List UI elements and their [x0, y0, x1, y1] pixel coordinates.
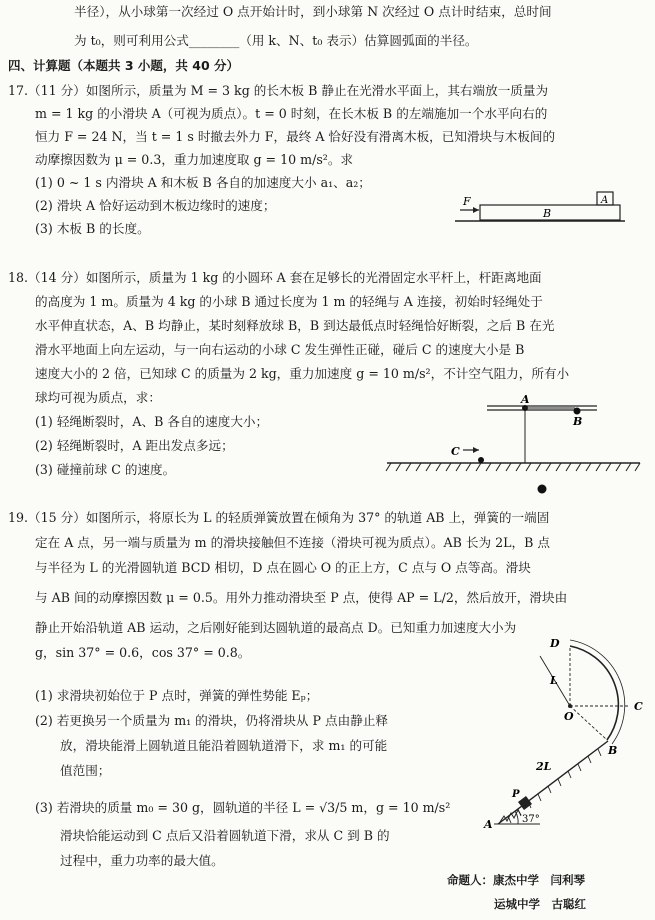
q17-subq-3: (3) 木板 B 的长度。 [35, 221, 150, 236]
q17-figure [455, 185, 630, 225]
q18-subq-1: (1) 轻绳断裂时，A、B 各自的速度大小； [35, 414, 269, 429]
ink-spot [538, 485, 547, 494]
q17-subq-1: (1) 0 ~ 1 s 内滑块 A 和木板 B 各自的加速度大小 a₁、a₂； [35, 175, 371, 190]
q18-line: 18.（14 分）如图所示，质量为 1 kg 的小圆环 A 套在足够长的光滑固定水平杆上，杆距离地面 [8, 270, 542, 285]
label-b: B [608, 744, 618, 757]
ground-hatch [386, 463, 640, 471]
ring-label: A [521, 393, 530, 406]
q17-line: 动摩擦因数为 μ = 0.3，重力加速度取 g = 10 m/s²。求 [35, 152, 354, 167]
q19-line: 与半径为 L 的光滑圆轨道 BCD 相切，D 点在圆心 O 的正上方，C 点与 O 点等高。滑块 [35, 560, 531, 575]
ramp-hatch [508, 749, 601, 823]
q19-line: 与 AB 间的动摩擦因数 μ = 0.5。用外力推动滑块至 P 点，使得 AP = L/2，然后放开，滑块由 [35, 590, 568, 605]
q19-subq-1: (1) 求滑块初始位于 P 点时，弹簧的弹性势能 Eₚ； [35, 688, 319, 703]
velocity-arrowhead [473, 447, 479, 453]
force-arrowhead [473, 207, 479, 213]
label-c: C [634, 700, 643, 713]
q18-line: 球均可视为质点，求： [35, 390, 161, 405]
ball-c [478, 457, 484, 463]
intro-line-2: 为 t₀，则可利用公式________（用 k、N、t₀ 表示）估算圆弧面的半径。 [74, 33, 478, 48]
label-d: D [550, 637, 560, 650]
q18-subq-2: (2) 轻绳断裂时，A 距出发点多远； [35, 438, 234, 453]
circular-track [570, 646, 618, 740]
q19-line: 19.（15 分）如图所示，将原长为 L 的轻质弹簧放置在倾角为 37° 的轨道 AB 上，弹簧的一端固 [8, 510, 550, 525]
q17-line: 17.（11 分）如图所示，质量为 M = 3 kg 的长木板 B 静止在光滑水平面上，其右端放一质量为 [8, 83, 549, 98]
force-label: F [463, 195, 471, 208]
q19-line: g，sin 37° = 0.6，cos 37° = 0.8。 [35, 645, 251, 660]
q18-line: 的高度为 1 m。质量为 4 kg 的小球 B 通过长度为 1 m 的轻绳与 A 连接，初始时轻绳处于 [35, 294, 543, 309]
label-o: O [564, 710, 574, 723]
q19-line: 定在 A 点，另一端与质量为 m 的滑块接触但不连接（滑块可视为质点）。AB 长为 2L，B 点 [35, 535, 550, 550]
q19-subq-2-cont: 放，滑块能滑上圆轨道且能沿着圆轨道滑下，求 m₁ 的可能 [60, 738, 388, 753]
q19-figure [480, 636, 650, 842]
block-label: A [601, 195, 609, 206]
q19-line: 静止开始沿轨道 AB 运动，之后刚好能到达圆轨道的最高点 D。已知重力加速度大小为 [35, 620, 517, 635]
author-line-2: 运城中学 古聪红 [494, 897, 586, 911]
q19-subq-2: (2) 若更换另一个质量为 m₁ 的滑块，仍将滑块从 P 点由静止释 [35, 713, 388, 728]
q18-subq-3: (3) 碰撞前球 C 的速度。 [35, 462, 176, 477]
label-l: L [550, 674, 558, 687]
label-2l: 2L [536, 760, 552, 773]
label-angle: 37° [522, 814, 540, 825]
q18-line: 水平伸直状态，A、B 均静止，某时刻释放球 B，B 到达最低点时轻绳恰好断裂，之后 B 在光 [35, 318, 555, 333]
q18-line: 滑水平地面上向左运动，与一向右运动的小球 C 发生弹性正碰，碰后 C 的速度大小是 B [35, 342, 525, 357]
q19-subq-3-cont: 滑块恰能运动到 C 点后又沿着圆轨道下滑，求从 C 到 B 的 [60, 828, 390, 843]
q19-subq-2-cont: 值范围； [60, 763, 111, 778]
label-a: A [484, 818, 493, 831]
radius-ob [570, 706, 607, 740]
q18-figure [385, 393, 647, 495]
q19-subq-3: (3) 若滑块的质量 m₀ = 30 g，圆轨道的半径 L = √3/5 m，g = 10 m/s² [35, 800, 451, 815]
section-title: 四、计算题（本题共 3 小题，共 40 分） [8, 58, 240, 73]
q18-line: 速度大小的 2 倍，已知球 C 的质量为 2 kg，重力加速度 g = 10 m/s²，不计空气阻力，所有小 [35, 366, 570, 381]
ball-c-label: C [451, 445, 460, 458]
label-p: P [512, 789, 520, 800]
q17-line: 恒力 F = 24 N，当 t = 1 s 时撤去外力 F，最终 A 恰好没有滑离木板，已知滑块与木板间的 [35, 129, 556, 144]
ball-b [574, 408, 581, 415]
q17-line: m = 1 kg 的小滑块 A（可视为质点）。t = 0 时刻，在长木板 B 的左端施加一个水平向右的 [35, 106, 548, 121]
q19-subq-3-cont: 过程中，重力功率的最大值。 [60, 853, 224, 868]
ball-b-label: B [573, 415, 583, 428]
center-o [568, 704, 572, 708]
author-line-1: 命题人：康杰中学 闫利琴 [447, 873, 585, 887]
board-label: B [543, 207, 552, 220]
q17-subq-2: (2) 滑块 A 恰好运动到木板边缘时的速度； [35, 198, 276, 213]
intro-line-1: 半径），从小球第一次经过 O 点开始计时，到小球第 N 次经过 O 点计时结束，总时间 [74, 4, 552, 19]
ramp-ab [498, 741, 608, 824]
